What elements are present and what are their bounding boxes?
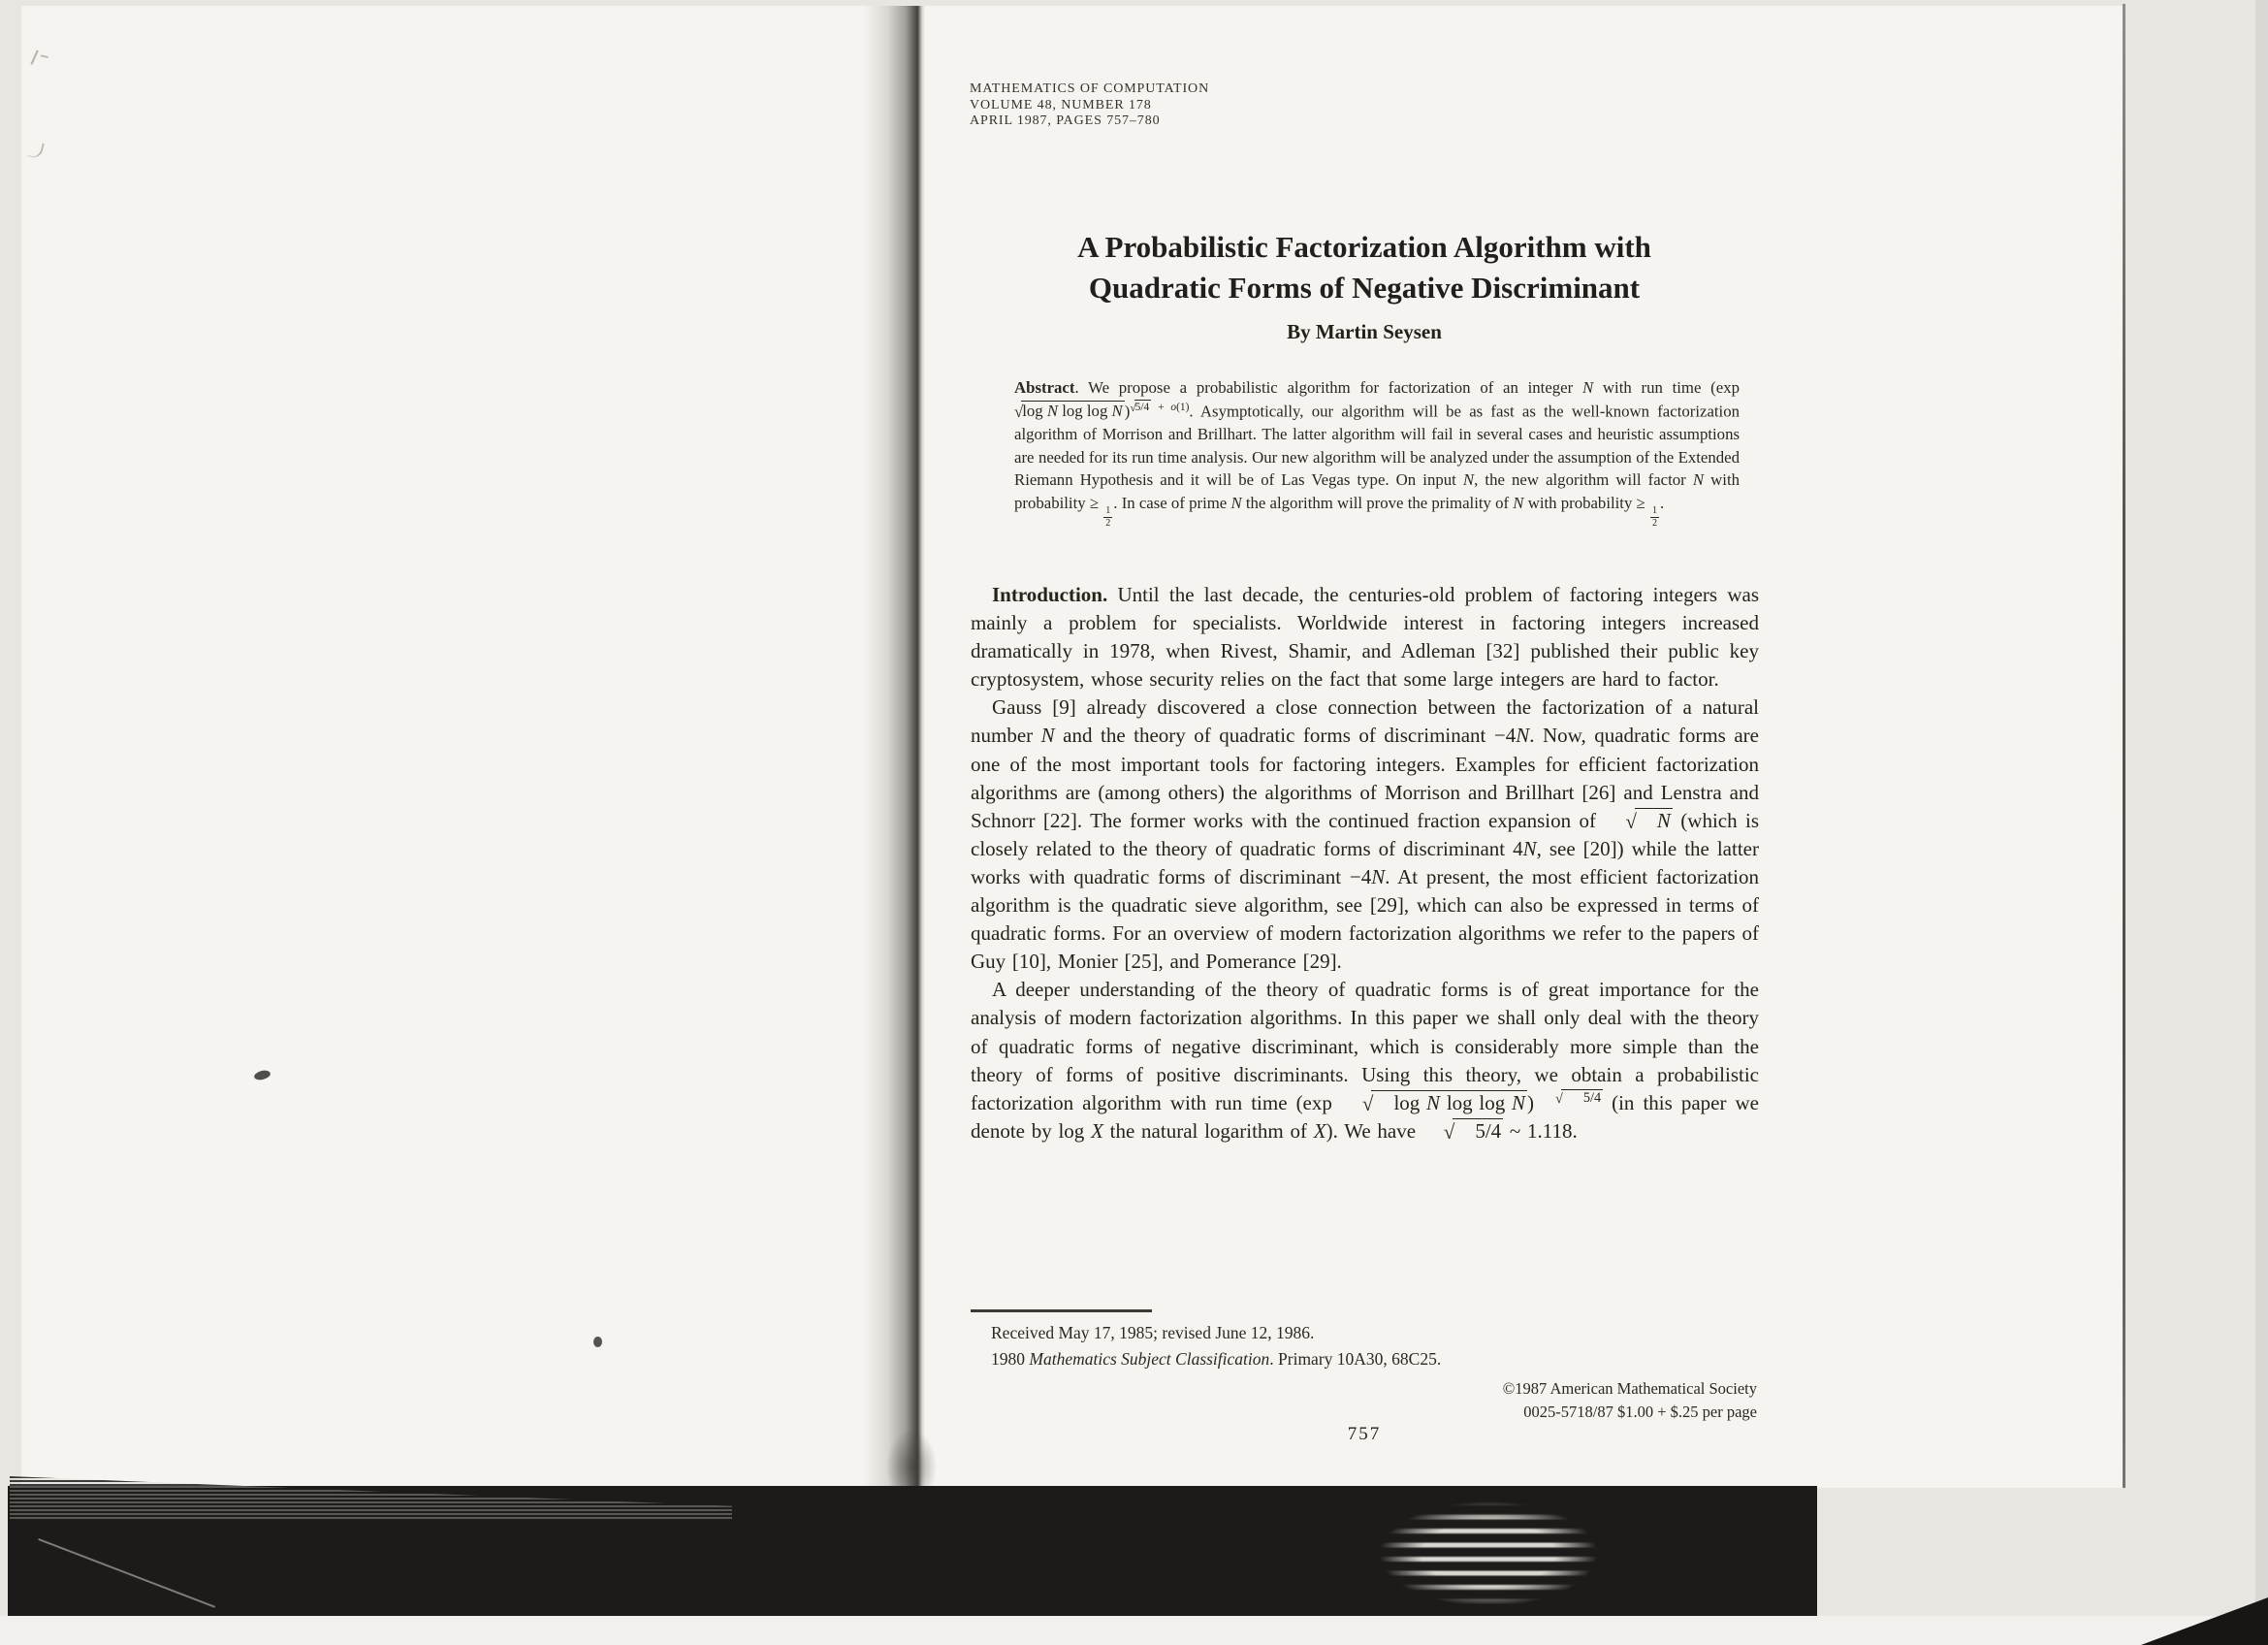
copyright-notice xyxy=(1272,1377,1757,1423)
paragraph-introduction: Introduction. Until the last decade, the centuries-old problem of factoring integers was mainly a problem for specialists. Worldwide interest in factoring integers increased dramatically in 1978, when Rivest, Shamir, and Adleman [32] published their public key cryptosystem, whose security relies on the fact that some large integers are hard to factor. xyxy=(971,583,1759,692)
book-spine-shadow xyxy=(863,6,925,1488)
footnote-rule xyxy=(971,1309,1152,1312)
footnote xyxy=(971,1320,1759,1371)
paragraph-gauss: Gauss [9] already discovered a close connection between the factorization of a natural number N and the theory of quadratic forms of discriminant −4N. Now, quadratic forms are one of the most important tools for factoring integers. Examples for efficient factorization algorithms are (among others) the algorithms of Morrison and Brillhart [26] and Lenstra and Schnorr [22]. The former works with the continued fraction expansion of √ N (which is closely related to the theory of quadratic forms of discriminant 4N, see [20]) while the latter works with quadratic forms of discriminant −4N. At present, the most efficient factorization algorithm is the quadratic sieve algorithm, see [29], which can also be expressed in terms of quadratic forms. For an overview of modern factorization algorithms we refer to the papers of Guy [10], Monier [25], and Pomerance [29]. xyxy=(971,695,1759,974)
ink-speck xyxy=(593,1337,602,1347)
footnote-classification: 1980 Mathematics Subject Classification. Primary 10A30, 68C25. xyxy=(991,1348,1442,1369)
paragraph-deeper-understanding: A deeper understanding of the theory of quadratic forms is of great importance for the analysis of modern factorization algorithms. In this paper we shall only deal with the theory of quadratic forms of negative discriminant, which is considerably more simple than the theory of forms of positive discriminants. Using this theory, we obtain a probabilistic factorization algorithm with run time (exp √ log N log log N) $^{√ 5/4}$ (in this paper we denote by log X the natural logarithm of X). We have √ 5/4 ~ 1.118. xyxy=(971,978,1759,1144)
paper-title xyxy=(960,227,1769,308)
copyright-society: ©1987 American Mathematical Society xyxy=(1502,1379,1757,1398)
journal-name: MATHEMATICS OF COMPUTATION xyxy=(970,81,1210,96)
author-byline: By Martin Seysen xyxy=(1287,320,1442,343)
copyright-issn-price: 0025-5718/87 $1.00 + $.25 per page xyxy=(1523,1402,1757,1421)
scanner-edge-strip xyxy=(2255,0,2268,1645)
book-spine-smudge xyxy=(878,1408,945,1492)
body-text xyxy=(971,581,1759,1145)
page-number: 757 xyxy=(1347,1424,1382,1444)
journal-volume: VOLUME 48, NUMBER 178 xyxy=(970,97,1152,113)
below-band-margin xyxy=(0,1616,2268,1645)
journal-issue-pages: APRIL 1987, PAGES 757–780 xyxy=(970,113,1161,128)
page-edge-line xyxy=(2123,4,2125,1488)
paper-title-line2: Quadratic Forms of Negative Discriminant xyxy=(1088,271,1641,305)
paper-title-line1: A Probabilistic Factorization Algorithm with xyxy=(1077,230,1651,264)
abstract: Abstract. We propose a probabilistic algorithm for factorization of an integer N with run time (exp√log N log log N )$^{√5/4 + o(1)}$. Asymptotically, our algorithm will be as fast as the well-known factorization algorithm of Morrison and Brillhart. The latter algorithm will fail in several cases and heuristic assumptions are needed for its run time analysis. Our new algorithm will be analyzed under the assumption of the Extended Riemann Hypothesis and it will be of Las Vegas type. On input N, the new algorithm will factor N with probability ≥ $\frac{1}{2}$ . In case of prime N the algorithm will prove the primality of N with probability ≥ $\frac{1}{2}$ . xyxy=(1014,378,1741,529)
footnote-received: Received May 17, 1985; revised June 12, 1986. xyxy=(991,1323,1315,1342)
shadow-band-light-stripes xyxy=(1381,1496,1596,1612)
journal-header xyxy=(970,81,1474,130)
